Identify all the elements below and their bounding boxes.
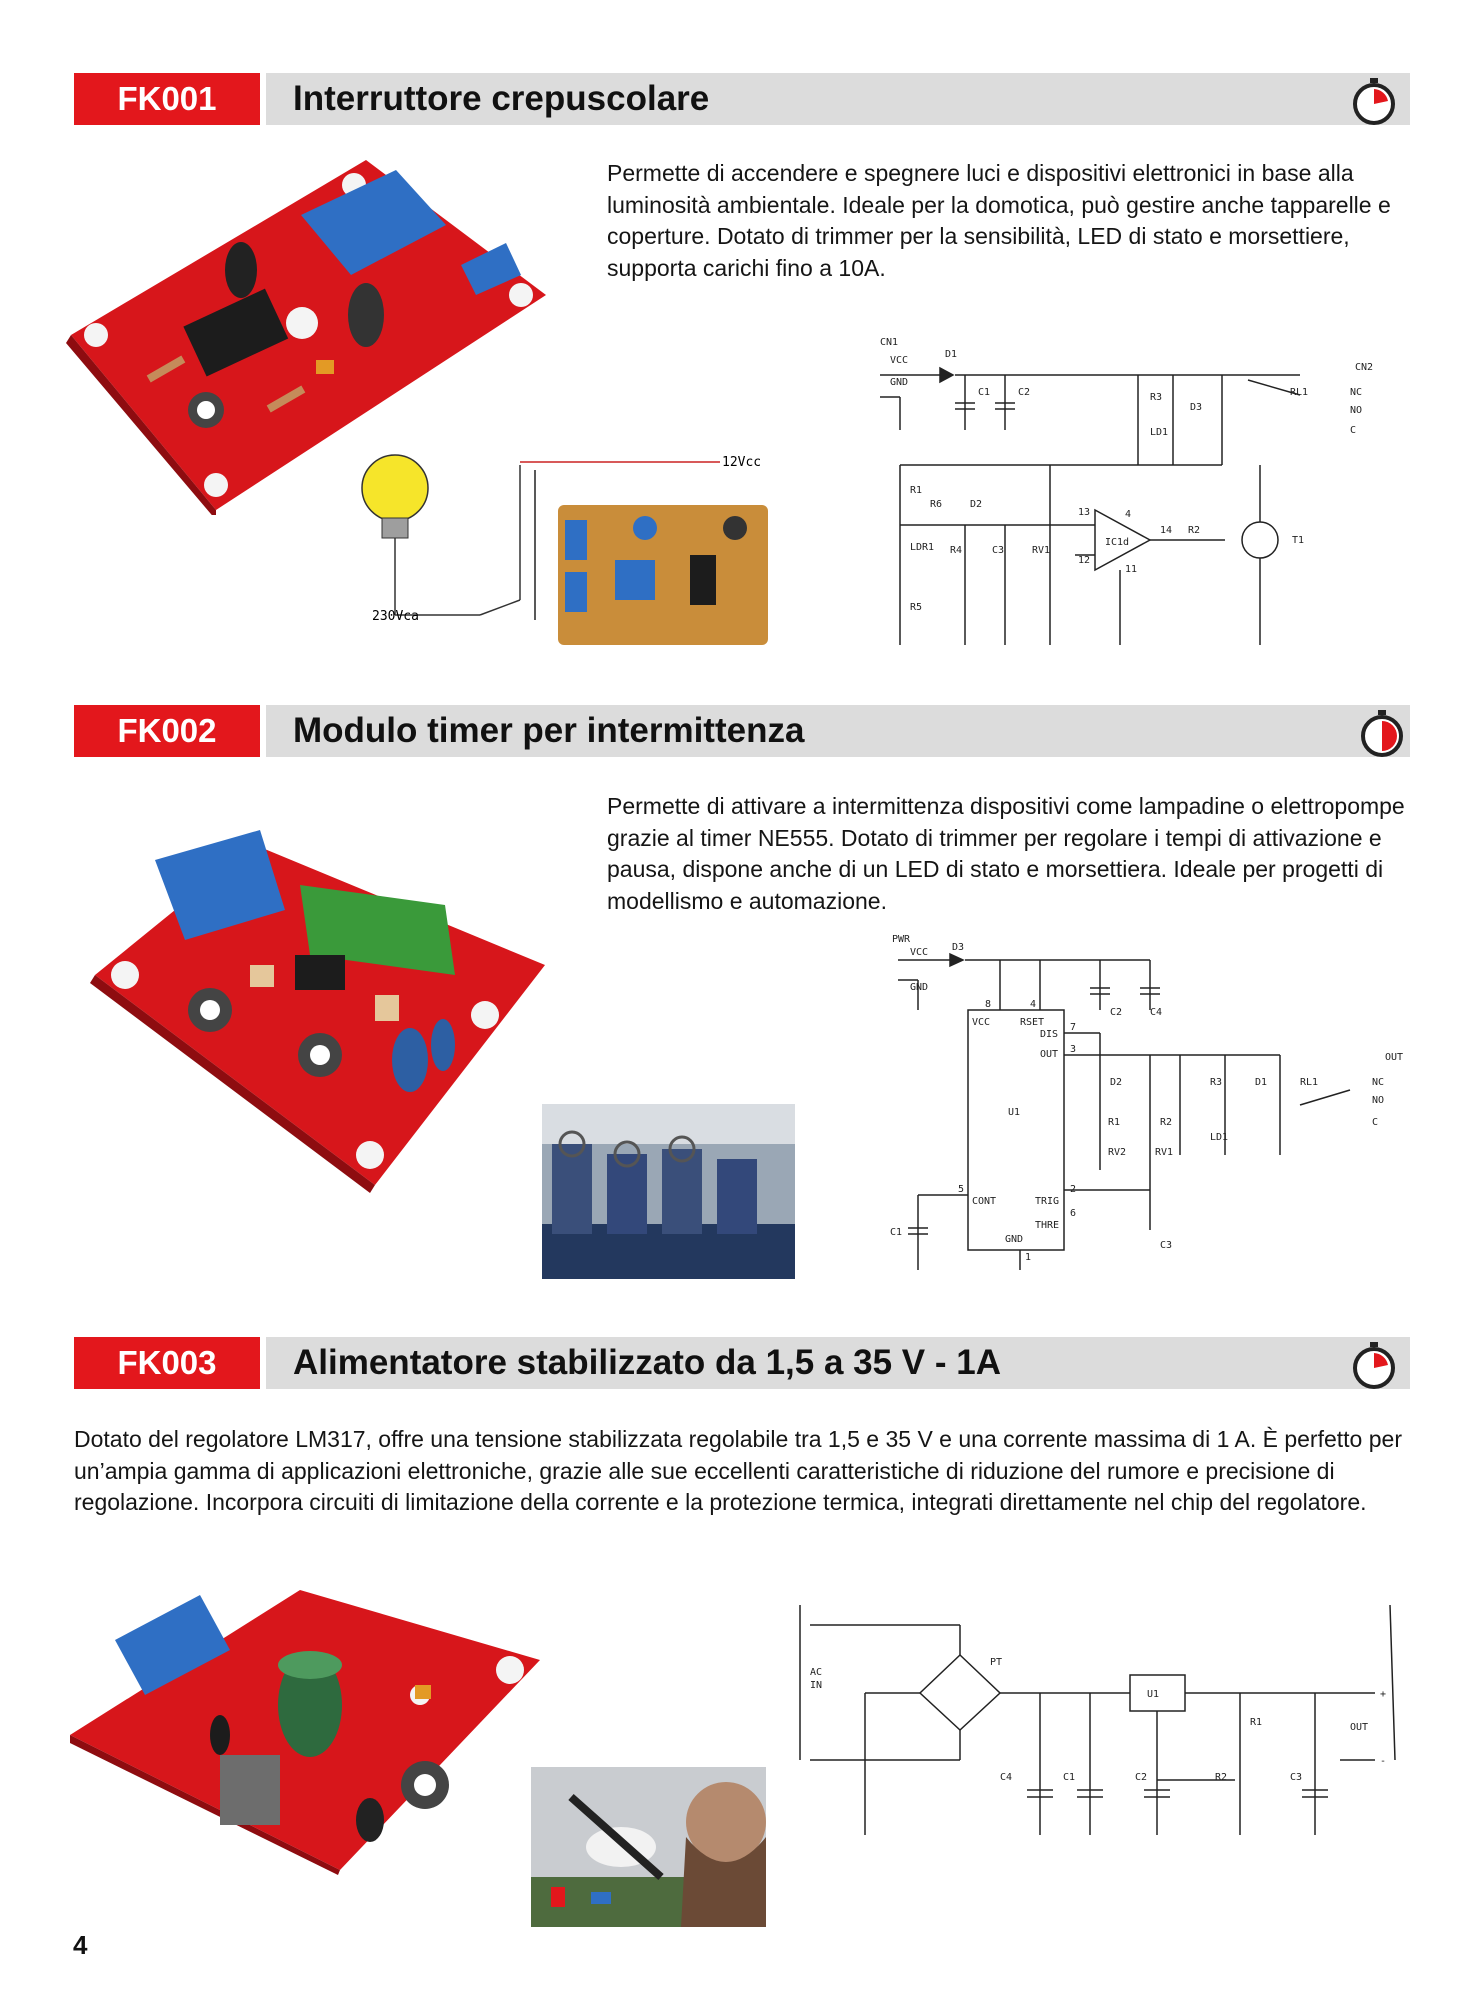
svg-text:C3: C3: [992, 545, 1005, 556]
svg-text:DIS: DIS: [1040, 1029, 1059, 1040]
svg-text:RV2: RV2: [1108, 1147, 1127, 1158]
svg-text:NC: NC: [1350, 387, 1363, 398]
product-code: FK002: [74, 705, 260, 757]
svg-text:CN2: CN2: [1355, 362, 1374, 373]
svg-text:14: 14: [1160, 525, 1173, 536]
svg-text:RL1: RL1: [1300, 1077, 1319, 1088]
svg-text:RV1: RV1: [1032, 545, 1051, 556]
svg-text:U1: U1: [1008, 1107, 1021, 1118]
svg-text:C3: C3: [1160, 1240, 1173, 1251]
svg-text:R6: R6: [930, 499, 943, 510]
svg-text:R1: R1: [910, 485, 923, 496]
svg-text:OUT: OUT: [1040, 1049, 1059, 1060]
svg-text:4: 4: [1030, 999, 1037, 1010]
svg-text:NO: NO: [1350, 405, 1363, 416]
svg-text:11: 11: [1125, 564, 1138, 575]
svg-text:TRIG: TRIG: [1035, 1196, 1060, 1207]
technician-photo: [531, 1767, 766, 1927]
svg-text:OUT: OUT: [1385, 1052, 1404, 1063]
svg-text:C: C: [1350, 425, 1357, 436]
svg-text:R1: R1: [1250, 1717, 1263, 1728]
svg-text:7: 7: [1070, 1022, 1077, 1033]
svg-text:5: 5: [958, 1184, 965, 1195]
product-code: FK003: [74, 1337, 260, 1389]
svg-text:RV1: RV1: [1155, 1147, 1174, 1158]
factory-photo: [542, 1104, 795, 1279]
svg-text:6: 6: [1070, 1208, 1077, 1219]
svg-text:NC: NC: [1372, 1077, 1385, 1088]
svg-text:GND: GND: [1005, 1234, 1024, 1245]
stopwatch-icon: [1350, 1341, 1398, 1389]
svg-text:VCC: VCC: [910, 947, 929, 958]
svg-text:R2: R2: [1160, 1117, 1173, 1128]
section-header-fk002: [74, 705, 1410, 757]
svg-text:-: -: [1380, 1756, 1387, 1767]
svg-text:D2: D2: [970, 499, 983, 510]
svg-text:D3: D3: [952, 942, 965, 953]
svg-text:12: 12: [1078, 555, 1091, 566]
svg-text:C3: C3: [1290, 1772, 1303, 1783]
product-title: Interruttore crepuscolare: [293, 79, 710, 118]
svg-text:+: +: [1380, 1689, 1387, 1700]
svg-text:U1: U1: [1147, 1689, 1160, 1700]
svg-text:D2: D2: [1110, 1077, 1123, 1088]
wiring-diagram-fk001: [360, 450, 780, 660]
svg-text:PT: PT: [990, 1657, 1003, 1668]
product-description: Dotato del regolatore LM317, offre una tensione stabilizzata regolabile tra 1,5 e 35 V e una corrente massima di 1 A. È perfetto per un’ampia gamma di applicazioni elettroniche, grazie alle sue eccellenti caratteristiche di riduzione del rumore e precisione di regolazione. Incorpora circuiti di limitazione della corrente e la protezione termica, integrati direttamente nel chip del regolatore.: [74, 1426, 1402, 1515]
svg-text:GND: GND: [890, 377, 909, 388]
svg-text:C4: C4: [1000, 1772, 1013, 1783]
svg-text:R5: R5: [910, 602, 923, 613]
svg-text:D3: D3: [1190, 402, 1203, 413]
svg-text:GND: GND: [910, 982, 929, 993]
svg-text:2: 2: [1070, 1184, 1077, 1195]
svg-text:13: 13: [1078, 507, 1091, 518]
svg-text:R3: R3: [1150, 392, 1163, 403]
stopwatch-icon: [1350, 77, 1398, 125]
svg-text:C4: C4: [1150, 1007, 1163, 1018]
svg-text:LD1: LD1: [1210, 1132, 1229, 1143]
product-title: Modulo timer per intermittenza: [293, 711, 805, 750]
svg-text:IN: IN: [810, 1680, 823, 1691]
svg-text:1: 1: [1025, 1252, 1032, 1263]
pcb-photo-fk002: [85, 815, 545, 1195]
svg-text:R3: R3: [1210, 1077, 1223, 1088]
svg-text:C1: C1: [978, 387, 991, 398]
svg-text:C1: C1: [1063, 1772, 1076, 1783]
svg-text:AC: AC: [810, 1667, 823, 1678]
svg-text:C2: C2: [1110, 1007, 1123, 1018]
pcb-photo-fk003: [70, 1585, 540, 1875]
svg-text:NO: NO: [1372, 1095, 1385, 1106]
svg-text:8: 8: [985, 999, 992, 1010]
svg-text:R2: R2: [1215, 1772, 1228, 1783]
schematic-fk001: [860, 335, 1410, 650]
section-header-fk003: [74, 1337, 1410, 1389]
svg-text:CN1: CN1: [880, 337, 899, 348]
svg-text:D1: D1: [1255, 1077, 1268, 1088]
svg-text:CONT: CONT: [972, 1196, 997, 1207]
schematic-fk003: [795, 1595, 1410, 1850]
svg-text:R4: R4: [950, 545, 963, 556]
svg-text:RL1: RL1: [1290, 387, 1309, 398]
svg-text:VCC: VCC: [890, 355, 909, 366]
section-header-fk001: [74, 73, 1410, 125]
svg-text:C2: C2: [1135, 1772, 1148, 1783]
stopwatch-icon: [1358, 709, 1406, 757]
svg-text:PWR: PWR: [892, 934, 911, 945]
svg-text:THRE: THRE: [1035, 1220, 1060, 1231]
svg-text:3: 3: [1070, 1044, 1077, 1055]
svg-text:LD1: LD1: [1150, 427, 1169, 438]
svg-text:C2: C2: [1018, 387, 1031, 398]
product-description: Permette di accendere e spegnere luci e dispositivi elettronici in base alla luminosità ambientale. Ideale per la domotica, può gestire anche tapparelle e coperture. Dotato di trimmer per la sensibilità, LED di stato e morsettiere, supporta carichi fino a 10A.: [607, 160, 1391, 281]
mains-label: 230Vca: [372, 609, 419, 624]
svg-text:IC1d: IC1d: [1105, 537, 1130, 548]
product-description: Permette di attivare a intermittenza dispositivi come lampadine o elettropompe grazie al timer NE555. Dotato di trimmer per regolare i tempi di attivazione e pausa, dispone anche di un LED di stato e morsettiera. Ideale per progetti di modellismo e automazione.: [607, 793, 1405, 914]
svg-text:D1: D1: [945, 349, 958, 360]
svg-text:R2: R2: [1188, 525, 1201, 536]
svg-text:C: C: [1372, 1117, 1379, 1128]
schematic-fk002: [880, 930, 1410, 1285]
svg-text:RSET: RSET: [1020, 1017, 1045, 1028]
svg-text:C1: C1: [890, 1227, 903, 1238]
product-title: Alimentatore stabilizzato da 1,5 a 35 V - 1A: [293, 1343, 1001, 1382]
supply-label: 12Vcc: [722, 455, 762, 470]
svg-text:T1: T1: [1292, 535, 1305, 546]
svg-text:OUT: OUT: [1350, 1722, 1369, 1733]
svg-text:R1: R1: [1108, 1117, 1121, 1128]
svg-text:4: 4: [1125, 509, 1132, 520]
page-number: 4: [73, 1930, 88, 1960]
product-code: FK001: [74, 73, 260, 125]
svg-text:LDR1: LDR1: [910, 542, 935, 553]
svg-text:VCC: VCC: [972, 1017, 991, 1028]
